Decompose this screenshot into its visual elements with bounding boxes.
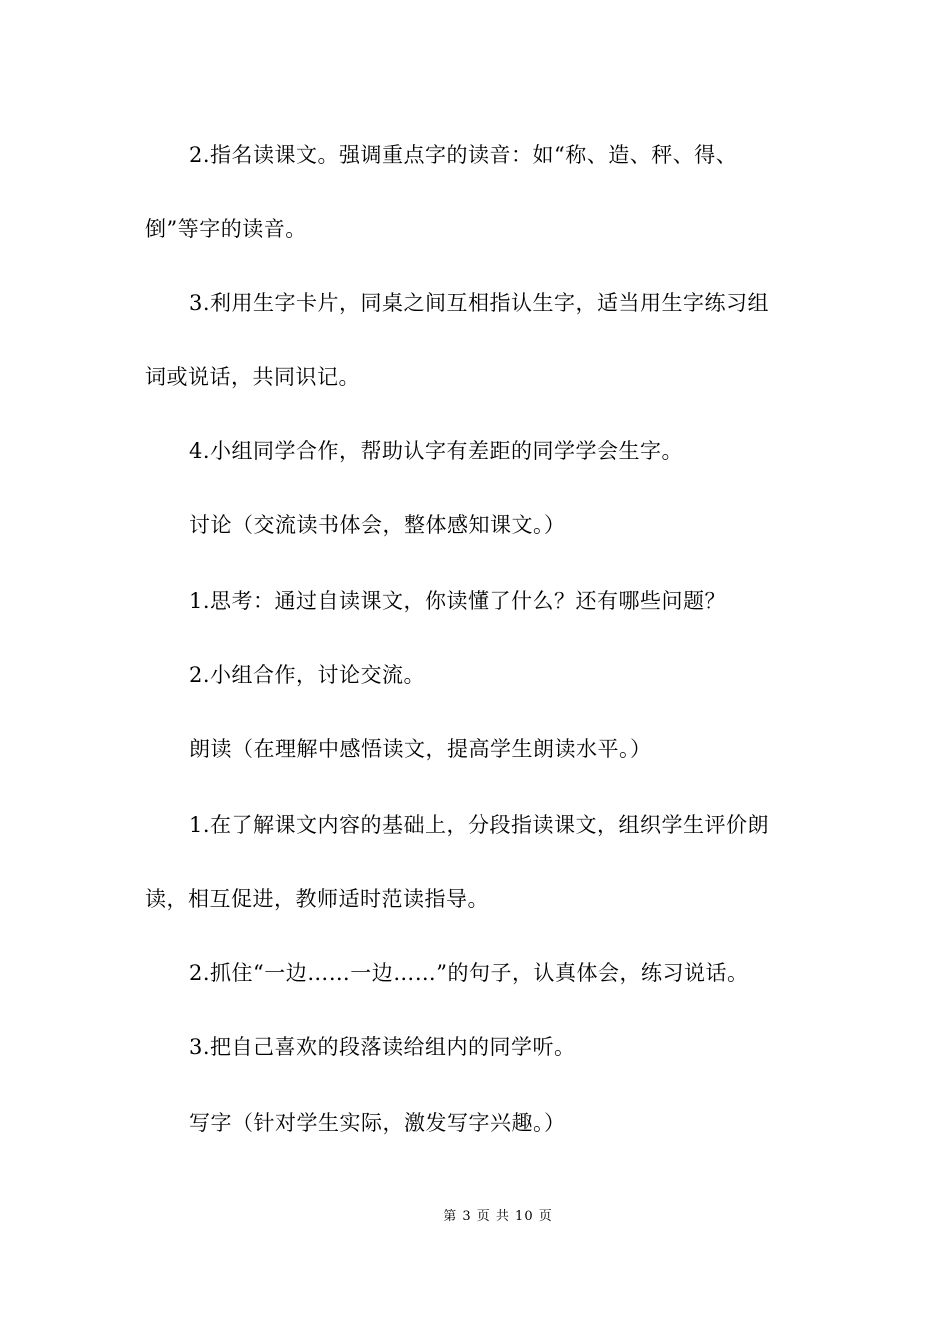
- paragraph-6: 2.小组合作，讨论交流。: [189, 663, 426, 687]
- paragraph-7-heading: 朗读（在理解中感悟读文，提高学生朗读水平。）: [189, 737, 652, 761]
- paragraph-9: 2.抓住“一边……一边……”的句子，认真体会，练习说话。: [189, 961, 749, 985]
- paragraph-1-line-2: 倒”等字的读音。: [145, 217, 307, 241]
- paragraph-4-heading: 讨论（交流读书体会，整体感知课文。）: [189, 513, 566, 537]
- paragraph-5: 1.思考：通过自读课文，你读懂了什么？还有哪些问题？: [189, 589, 727, 613]
- paragraph-1-line-1: 2.指名读课文。强调重点字的读音：如“称、造、秤、得、: [189, 143, 738, 167]
- paragraph-11-heading: 写字（针对学生实际，激发写字兴趣。）: [189, 1111, 566, 1135]
- paragraph-2-line-1: 3.利用生字卡片，同桌之间互相指认生字，适当用生字练习组: [189, 291, 770, 315]
- paragraph-8-line-2: 读，相互促进，教师适时范读指导。: [145, 887, 489, 911]
- page-number-footer: 第 3 页 共 10 页: [443, 1209, 553, 1224]
- paragraph-3: 4.小组同学合作，帮助认字有差距的同学学会生字。: [189, 439, 684, 463]
- paragraph-10: 3.把自己喜欢的段落读给组内的同学听。: [189, 1035, 576, 1059]
- paragraph-8-line-1: 1.在了解课文内容的基础上，分段指读课文，组织学生评价朗: [189, 813, 770, 837]
- paragraph-2-line-2: 词或说话，共同识记。: [145, 365, 360, 389]
